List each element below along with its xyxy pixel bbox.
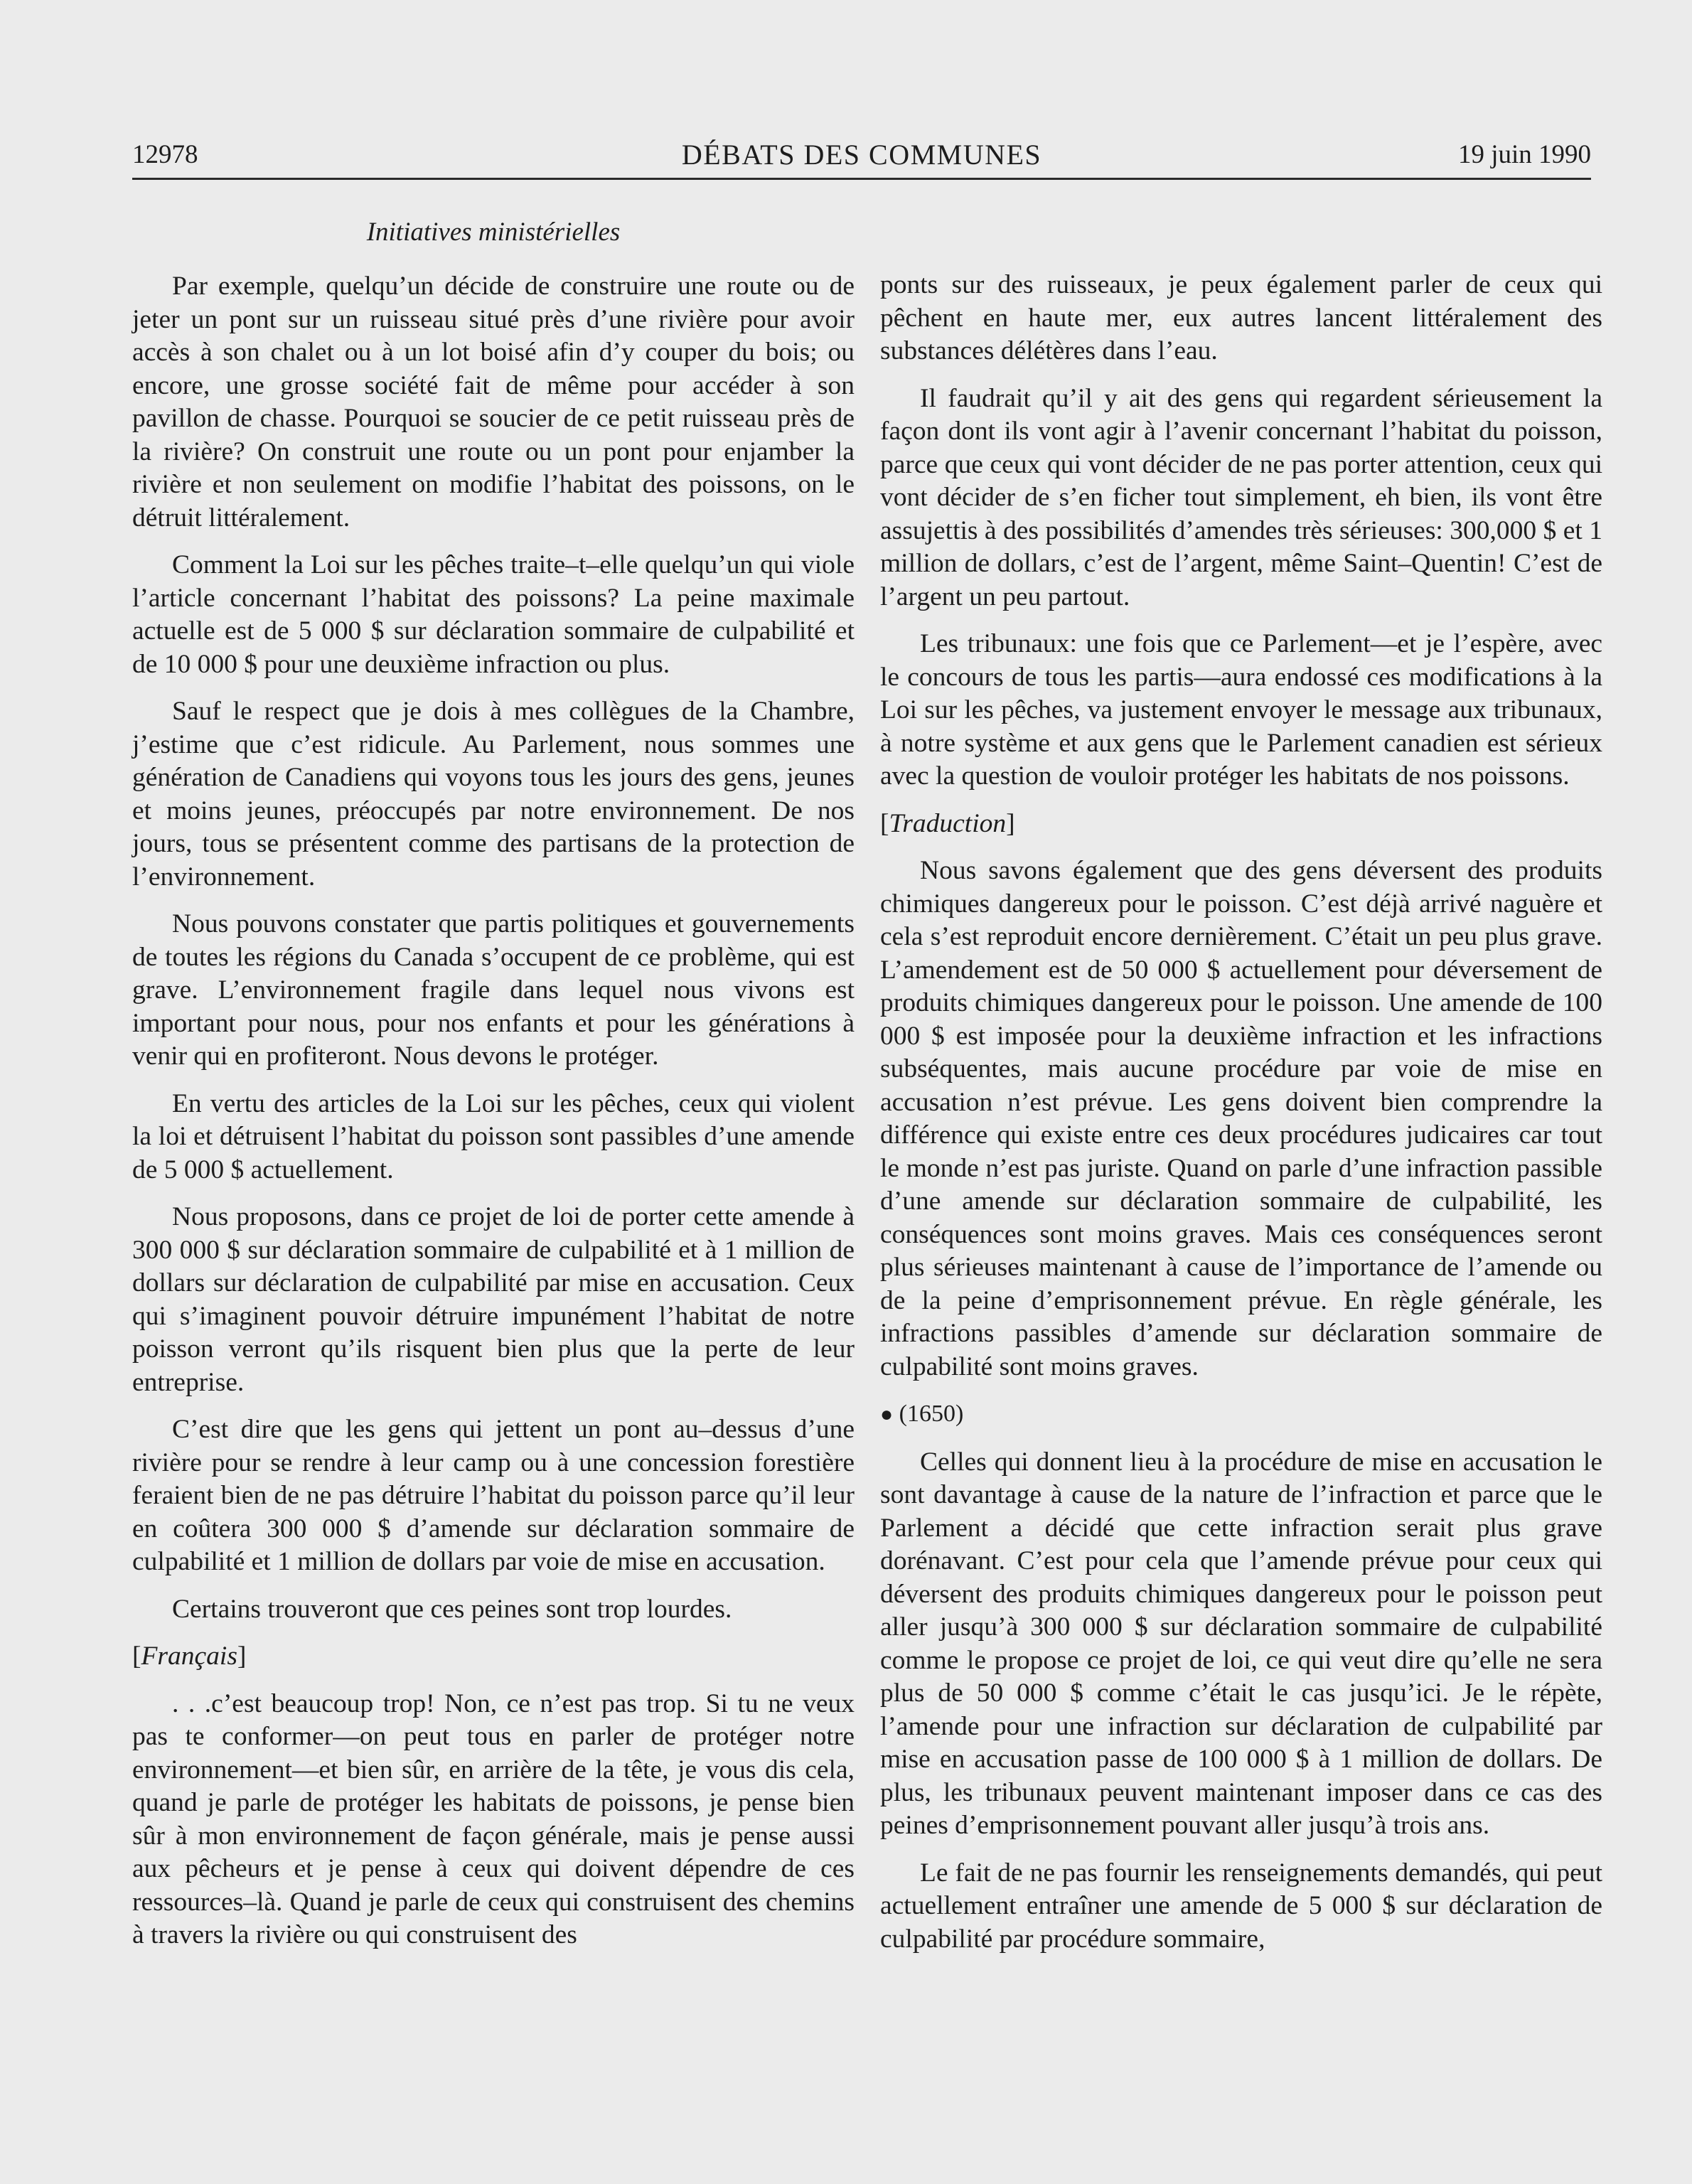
language-tag: [Français] — [132, 1642, 247, 1671]
paragraph: Il faudrait qu’il y ait des gens qui regardent sérieusement la façon dont ils vont agir à l’avenir concernant l’habitat du poisson, parce que ceux qui vont décider de ne pas porter attention, ceux qui vont décider de s’en ficher tout simplement, eh bien, ils vont être assujettis à des possibilités d’amendes très sérieuses: 300,000 $ et 1 million de dollars, c’est de l’argent, même Saint–Quentin! C’est de l’argent un peu partout. — [880, 383, 1602, 611]
page-number: 12978 — [132, 140, 198, 169]
paragraph: En vertu des articles de la Loi sur les pêches, ceux qui violent la loi et détruisent l’habitat du poisson sont passibles d’une amende de 5 000 $ actuellement. — [132, 1088, 855, 1184]
publication-title: DÉBATS DES COMMUNES — [681, 139, 1042, 171]
section-heading: Initiatives ministérielles — [366, 218, 621, 247]
translation-tag: [Traduction] — [880, 808, 1015, 838]
paragraph: Comment la Loi sur les pêches traite–t–elle quelqu’un qui viole l’article concernant l’habitat des poissons? La peine maximale actuelle est de 5 000 $ sur déclaration sommaire de culpabilité et de 10 000 $ pour une deuxième infraction ou plus. — [132, 550, 855, 679]
paragraph: Certains trouveront que ces peines sont trop lourdes. — [172, 1594, 732, 1624]
paragraph: Les tribunaux: une fois que ce Parlement—et je l’espère, avec le concours de tous les partis—aura endossé ces modifications à la Loi sur les pêches, va justement envoyer le message aux tribunaux, à notre système et aux gens que le Parlement canadien est sérieux avec la question de vouloir protéger les habitats de nos poissons. — [880, 629, 1602, 791]
paragraph-continued: ponts sur des ruisseaux, je peux également parler de ceux qui pêchent en haute mer, eux autres lancent littéralement des substances délétères dans l’eau. — [880, 270, 1602, 365]
left-column — [132, 270, 855, 1966]
paragraph: Sauf le respect que je dois à mes collègues de la Chambre, j’estime que c’est ridicule. Au Parlement, nous sommes une génération de Canadiens qui voyons tous les jours des gens, jeunes et moins jeunes, préoccupés par notre environnement. De nos jours, tous se présentent comme des partisans de la protection de l’environnement. — [132, 697, 855, 892]
paragraph: Le fait de ne pas fournir les renseignements demandés, qui peut actuellement entraîner une amende de 5 000 $ sur déclaration de culpabilité par procédure sommaire, — [880, 1858, 1602, 1954]
paragraph: Nous savons également que des gens déversent des produits chimiques dangereux pour le poisson. C’est déjà arrivé naguère et cela s’est reproduit encore dernièrement. C’était un peu plus grave. L’amendement est de 50 000 $ actuellement pour déversement de produits chimiques dangereux pour le poisson. Une amende de 100 000 $ est imposée pour la deuxième infraction et les infractions subséquentes, mais aucune procédure par voie de mise en accusation n’est prévue. Les gens doivent bien comprendre la différence qui existe entre ces deux procédures judicaires car tout le monde n’est pas juriste. Quand on parle d’une infraction passible d’une amende sur déclaration sommaire de culpabilité, les conséquences sont moins graves. Mais ces conséquences seront plus sérieuses maintenant à cause de l’importance de l’amende ou de la peine d’emprisonnement prévue. En règle générale, les infractions passibles d’amende sur déclaration sommaire de culpabilité sont moins graves. — [880, 856, 1602, 1381]
paragraph: Par exemple, quelqu’un décide de construire une route ou de jeter un pont sur un ruisseau situé près d’une rivière pour avoir accès à son chalet ou à un lot boisé afin d’y couper du bois; ou encore, une grosse société fait de même pour accéder à son pavillon de chasse. Pourquoi se soucier de ce petit ruisseau près de la rivière? On construit une route ou un pont pour enjamber la rivière et non seulement on modifie l’habitat des poissons, on le détruit littéralement. — [132, 272, 855, 532]
time-marker — [880, 1398, 1602, 1432]
bullet-icon: ● — [880, 1403, 894, 1426]
time-marker-label: (1650) — [899, 1401, 964, 1427]
language-tag-label: Français — [141, 1642, 237, 1671]
paragraph: . . .c’est beaucoup trop! Non, ce n’est pas trop. Si tu ne veux pas te conformer—on peut tous en parler de protéger notre environnement—et bien sûr, en arrière de la tête, je vous dis cela, quand je parle de protéger les habitats de poissons, je pense bien sûr à mon environnement de façon générale, mais je pense aussi aux pêcheurs et je pense à ceux qui doivent dépendre de ces ressources–là. Quand je parle de ceux qui construisent des chemins à travers la rivière ou qui construisent des — [132, 1688, 855, 1949]
paragraph: C’est dire que les gens qui jettent un pont au–dessus d’une rivière pour se rendre à leur camp ou à une concession forestière feraient bien de ne pas détruire l’habitat du poisson parce qu’il leur en coûtera 300 000 $ d’amende sur déclaration sommaire de culpabilité et 1 million de dollars par voie de mise en accusation. — [132, 1415, 855, 1576]
page-date: 19 juin 1990 — [1457, 140, 1591, 169]
paragraph: Nous pouvons constater que partis politiques et gouvernements de toutes les régions du Canada s’occupent de ce problème, qui est grave. L’environnement fragile dans lequel nous vivons est important pour nous, pour nos enfants et pour les générations à venir qui en profiteront. Nous devons le protéger. — [132, 909, 855, 1071]
paragraph: Celles qui donnent lieu à la procédure de mise en accusation le sont davantage à cause de la nature de l’infraction et parce que le Parlement a décidé que cette infraction serait plus grave dorénavant. C’est pour cela que l’amende prévue pour ceux qui déversent des produits chimiques dangereux pour le poisson peut aller jusqu’à 300 000 $ sur déclaration sommaire de culpabilité comme le propose ce projet de loi, ce qui veut dire qu’elle ne sera plus de 50 000 $ comme c’était le cas jusqu’ici. Je le répète, l’amende pour une infraction sur déclaration de culpabilité par mise en accusation passe de 100 000 $ à 1 million de dollars. De plus, les tribunaux peuvent maintenant imposer dans ce cas des peines d’emprisonnement pouvant aller jusqu’à trois ans. — [880, 1447, 1602, 1840]
page-header — [132, 135, 1591, 180]
paragraph: Nous proposons, dans ce projet de loi de porter cette amende à 300 000 $ sur déclaration sommaire de culpabilité et à 1 million de dollars sur déclaration de culpabilité par mise en accusation. Ceux qui s’imaginent pouvoir détruire impunément l’habitat de notre poisson verront qu’ils risquent bien plus que la perte de leur entreprise. — [132, 1202, 855, 1397]
right-column — [880, 269, 1602, 1970]
translation-tag-label: Traduction — [889, 808, 1007, 838]
